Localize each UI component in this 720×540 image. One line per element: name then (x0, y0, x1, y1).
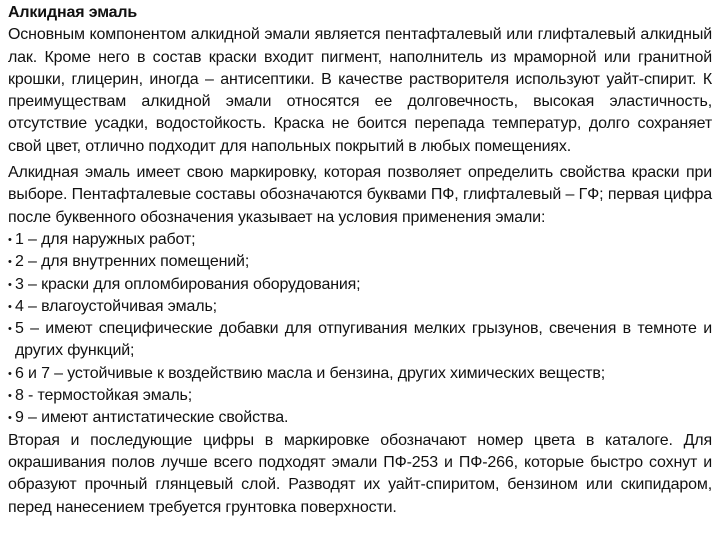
list-item (8, 385, 712, 407)
bullet-icon: • (8, 390, 12, 403)
list-item (8, 407, 712, 429)
list-item-text: 3 – краски для опломбирования оборудования; (15, 275, 361, 293)
list-item-text: 2 – для внутренних помещений; (15, 253, 250, 271)
bullet-icon: • (8, 323, 12, 336)
list-item (8, 251, 712, 273)
paragraph-composition: Основным компонентом алкидной эмали является пентафталевый или глифталевый алкидный лак. Кроме него в состав краски входит пигмент, наполнитель из мраморной или гранитной крошки, глицерин, иногда – антисептики. В качестве растворителя используют уайт-спирит. К преимуществам алкидной эмали относятся ее долговечность, высокая эластичность, отсутствие усадки, водостойкость. Краска не боится перепада температур, долго сохраняет свой цвет, отлично подходит для напольных покрытий в любых помещениях. (8, 26, 712, 155)
bullet-icon: • (8, 412, 12, 425)
document-title: Алкидная эмаль (8, 4, 138, 21)
list-item-text: 9 – имеют антистатические свойства. (15, 409, 289, 427)
list-item (8, 363, 712, 385)
marking-list (8, 229, 712, 430)
paragraph-marking: Алкидная эмаль имеет свою маркировку, которая позволяет определить свойства краски при выборе. Пентафталевые составы обозначаются буквами ПФ, глифталевый – ГФ; первая цифра после буквенного обозначения указывает на условия применения эмали: (8, 164, 712, 226)
bullet-icon: • (8, 367, 12, 380)
bullet-icon: • (8, 300, 12, 313)
list-item (8, 318, 712, 363)
list-item-text: 6 и 7 – устойчивые к воздействию масла и бензина, других химических веществ; (15, 364, 606, 382)
list-item-text: 1 – для наружных работ; (15, 230, 196, 248)
list-item-text: 4 – влагоустойчивая эмаль; (15, 297, 217, 315)
list-item-text: 5 – имеют специфические добавки для отпугивания мелких грызунов, свечения в темноте и других функций; (15, 320, 712, 360)
bullet-icon: • (8, 278, 12, 291)
list-item-text: 8 - термостойкая эмаль; (15, 387, 193, 405)
list-item (8, 296, 712, 318)
bullet-icon: • (8, 233, 12, 246)
paragraph-color-number: Вторая и последующие цифры в маркировке обозначают номер цвета в каталоге. Для окрашивания полов лучше всего подходят эмали ПФ-253 и ПФ-266, которые быстро сохнут и образуют прочный глянцевый слой. Разводят их уайт-спиритом, бензином или скипидаром, перед нанесением требуется грунтовка поверхности. (8, 431, 712, 516)
list-item (8, 274, 712, 296)
bullet-icon: • (8, 256, 12, 269)
list-item (8, 229, 712, 251)
